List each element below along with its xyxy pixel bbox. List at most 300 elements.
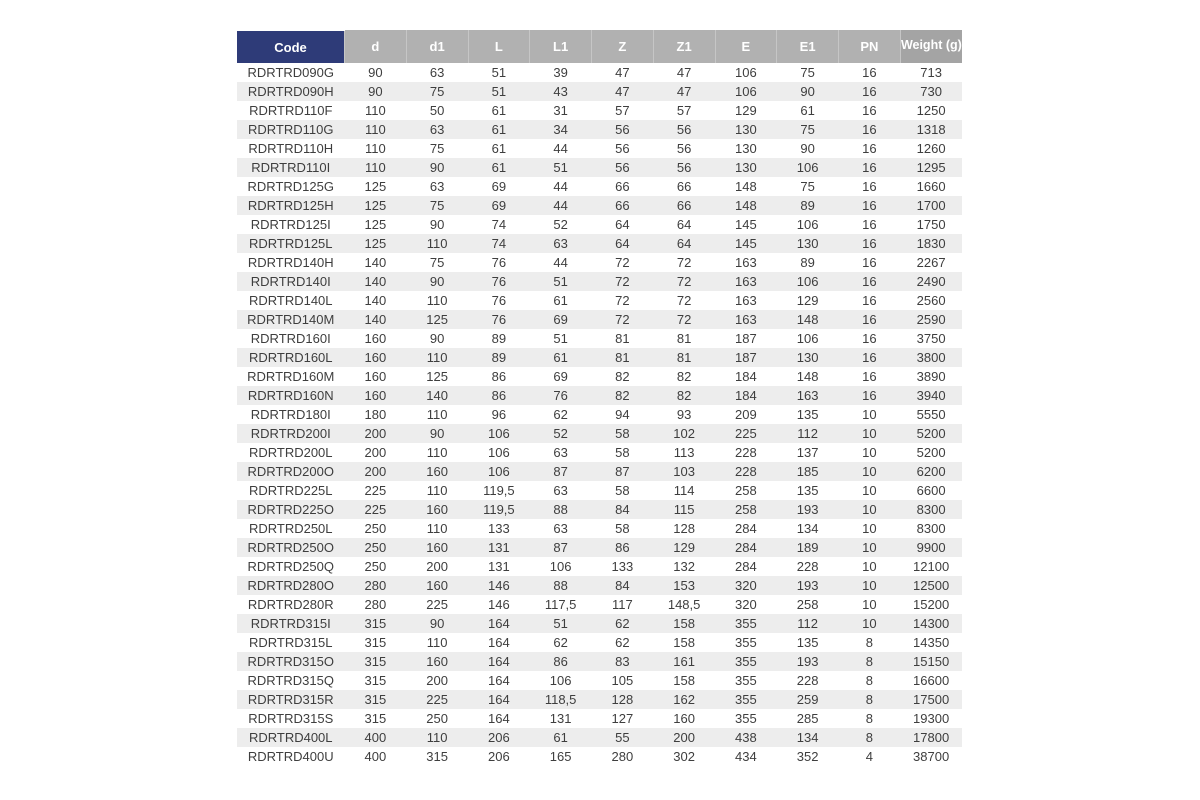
cell-l1: 44 xyxy=(530,196,592,215)
cell-e1: 90 xyxy=(777,139,839,158)
column-header-e: E xyxy=(715,30,777,64)
table-row xyxy=(237,500,962,519)
cell-l1: 87 xyxy=(530,538,592,557)
cell-z: 82 xyxy=(592,386,654,405)
cell-weight-g: 8300 xyxy=(900,519,962,538)
cell-d1: 90 xyxy=(406,329,468,348)
cell-z1: 113 xyxy=(653,443,715,462)
cell-l1: 63 xyxy=(530,234,592,253)
cell-z: 280 xyxy=(592,747,654,766)
cell-code: RDRTRD250L xyxy=(237,519,345,538)
cell-code: RDRTRD090H xyxy=(237,82,345,101)
column-header-weight-g: Weight (g) xyxy=(900,30,962,64)
cell-z1: 129 xyxy=(653,538,715,557)
cell-d: 225 xyxy=(345,481,407,500)
cell-d: 90 xyxy=(345,63,407,82)
table-row xyxy=(237,120,962,139)
cell-weight-g: 3890 xyxy=(900,367,962,386)
cell-d1: 110 xyxy=(406,348,468,367)
column-header-code: Code xyxy=(237,30,345,64)
cell-e: 184 xyxy=(715,386,777,405)
cell-pn: 16 xyxy=(839,120,901,139)
table-row xyxy=(237,101,962,120)
cell-pn: 10 xyxy=(839,405,901,424)
cell-weight-g: 16600 xyxy=(900,671,962,690)
cell-e: 187 xyxy=(715,348,777,367)
cell-weight-g: 38700 xyxy=(900,747,962,766)
cell-code: RDRTRD110I xyxy=(237,158,345,177)
cell-e1: 106 xyxy=(777,215,839,234)
cell-e1: 130 xyxy=(777,234,839,253)
cell-e: 130 xyxy=(715,120,777,139)
cell-weight-g: 1295 xyxy=(900,158,962,177)
cell-z1: 81 xyxy=(653,329,715,348)
cell-l1: 88 xyxy=(530,576,592,595)
cell-pn: 10 xyxy=(839,462,901,481)
cell-z: 72 xyxy=(592,291,654,310)
cell-d: 140 xyxy=(345,272,407,291)
cell-e: 129 xyxy=(715,101,777,120)
cell-code: RDRTRD160L xyxy=(237,348,345,367)
cell-e1: 228 xyxy=(777,671,839,690)
cell-e1: 112 xyxy=(777,614,839,633)
table-row xyxy=(237,519,962,538)
cell-e: 228 xyxy=(715,462,777,481)
cell-e: 106 xyxy=(715,82,777,101)
cell-pn: 16 xyxy=(839,63,901,82)
cell-l1: 44 xyxy=(530,253,592,272)
cell-e: 284 xyxy=(715,538,777,557)
cell-l: 86 xyxy=(468,386,530,405)
cell-z1: 153 xyxy=(653,576,715,595)
cell-e1: 106 xyxy=(777,272,839,291)
cell-z1: 66 xyxy=(653,177,715,196)
cell-l: 76 xyxy=(468,272,530,291)
table-row xyxy=(237,481,962,500)
cell-l1: 52 xyxy=(530,424,592,443)
table-row xyxy=(237,215,962,234)
cell-l1: 61 xyxy=(530,348,592,367)
cell-z1: 64 xyxy=(653,215,715,234)
cell-z1: 64 xyxy=(653,234,715,253)
cell-code: RDRTRD315I xyxy=(237,614,345,633)
cell-pn: 10 xyxy=(839,538,901,557)
cell-pn: 8 xyxy=(839,633,901,652)
cell-d: 250 xyxy=(345,538,407,557)
cell-weight-g: 12500 xyxy=(900,576,962,595)
cell-e1: 193 xyxy=(777,500,839,519)
cell-z1: 200 xyxy=(653,728,715,747)
cell-l: 119,5 xyxy=(468,500,530,519)
cell-e: 163 xyxy=(715,272,777,291)
table-row xyxy=(237,595,962,614)
cell-e1: 130 xyxy=(777,348,839,367)
cell-d: 200 xyxy=(345,424,407,443)
cell-l: 96 xyxy=(468,405,530,424)
cell-weight-g: 1830 xyxy=(900,234,962,253)
cell-l: 51 xyxy=(468,63,530,82)
cell-l1: 69 xyxy=(530,310,592,329)
cell-e1: 148 xyxy=(777,367,839,386)
cell-d: 250 xyxy=(345,557,407,576)
table-row xyxy=(237,576,962,595)
cell-e: 163 xyxy=(715,310,777,329)
cell-e1: 185 xyxy=(777,462,839,481)
column-header-e1: E1 xyxy=(777,30,839,64)
cell-l1: 131 xyxy=(530,709,592,728)
cell-pn: 8 xyxy=(839,728,901,747)
cell-e: 284 xyxy=(715,557,777,576)
cell-d1: 110 xyxy=(406,291,468,310)
cell-e1: 228 xyxy=(777,557,839,576)
cell-d1: 90 xyxy=(406,215,468,234)
cell-e1: 193 xyxy=(777,576,839,595)
cell-l: 206 xyxy=(468,747,530,766)
cell-d1: 75 xyxy=(406,139,468,158)
table-row xyxy=(237,709,962,728)
cell-weight-g: 2590 xyxy=(900,310,962,329)
cell-z1: 102 xyxy=(653,424,715,443)
cell-code: RDRTRD200I xyxy=(237,424,345,443)
dimensions-table-container xyxy=(237,28,962,766)
cell-pn: 16 xyxy=(839,101,901,120)
cell-l1: 61 xyxy=(530,291,592,310)
cell-l: 74 xyxy=(468,234,530,253)
table-row xyxy=(237,671,962,690)
cell-z1: 158 xyxy=(653,671,715,690)
cell-e1: 89 xyxy=(777,253,839,272)
cell-d: 280 xyxy=(345,595,407,614)
cell-code: RDRTRD200L xyxy=(237,443,345,462)
cell-l1: 117,5 xyxy=(530,595,592,614)
cell-z: 55 xyxy=(592,728,654,747)
cell-weight-g: 1700 xyxy=(900,196,962,215)
cell-l: 76 xyxy=(468,291,530,310)
cell-weight-g: 9900 xyxy=(900,538,962,557)
cell-code: RDRTRD400L xyxy=(237,728,345,747)
cell-z: 58 xyxy=(592,424,654,443)
cell-d: 140 xyxy=(345,291,407,310)
cell-weight-g: 2560 xyxy=(900,291,962,310)
cell-e: 187 xyxy=(715,329,777,348)
cell-l1: 51 xyxy=(530,272,592,291)
cell-z: 58 xyxy=(592,481,654,500)
cell-pn: 16 xyxy=(839,234,901,253)
table-row xyxy=(237,747,962,766)
cell-code: RDRTRD225O xyxy=(237,500,345,519)
cell-d: 160 xyxy=(345,348,407,367)
cell-d1: 90 xyxy=(406,424,468,443)
cell-z1: 103 xyxy=(653,462,715,481)
cell-e1: 106 xyxy=(777,158,839,177)
table-row xyxy=(237,386,962,405)
cell-d: 400 xyxy=(345,728,407,747)
cell-e: 184 xyxy=(715,367,777,386)
cell-l: 86 xyxy=(468,367,530,386)
cell-d: 400 xyxy=(345,747,407,766)
cell-e: 145 xyxy=(715,234,777,253)
cell-z: 84 xyxy=(592,500,654,519)
table-row xyxy=(237,234,962,253)
cell-e: 106 xyxy=(715,63,777,82)
cell-e: 258 xyxy=(715,500,777,519)
cell-d: 180 xyxy=(345,405,407,424)
cell-weight-g: 14350 xyxy=(900,633,962,652)
table-row xyxy=(237,272,962,291)
cell-e1: 75 xyxy=(777,63,839,82)
cell-d1: 110 xyxy=(406,633,468,652)
cell-d: 110 xyxy=(345,101,407,120)
cell-d1: 63 xyxy=(406,63,468,82)
cell-weight-g: 5200 xyxy=(900,424,962,443)
cell-d1: 160 xyxy=(406,652,468,671)
table-row xyxy=(237,158,962,177)
cell-e: 355 xyxy=(715,614,777,633)
cell-code: RDRTRD280R xyxy=(237,595,345,614)
cell-z1: 72 xyxy=(653,310,715,329)
cell-l1: 52 xyxy=(530,215,592,234)
cell-d: 315 xyxy=(345,614,407,633)
cell-d: 200 xyxy=(345,443,407,462)
cell-d1: 110 xyxy=(406,405,468,424)
cell-pn: 16 xyxy=(839,215,901,234)
cell-z1: 47 xyxy=(653,82,715,101)
cell-code: RDRTRD140I xyxy=(237,272,345,291)
cell-d: 160 xyxy=(345,367,407,386)
table-row xyxy=(237,177,962,196)
cell-z: 72 xyxy=(592,310,654,329)
cell-e: 163 xyxy=(715,291,777,310)
column-header-z1: Z1 xyxy=(653,30,715,64)
cell-z1: 115 xyxy=(653,500,715,519)
cell-l: 131 xyxy=(468,538,530,557)
cell-e: 355 xyxy=(715,671,777,690)
cell-pn: 16 xyxy=(839,386,901,405)
cell-d: 315 xyxy=(345,709,407,728)
cell-l1: 106 xyxy=(530,557,592,576)
cell-d1: 225 xyxy=(406,690,468,709)
cell-pn: 16 xyxy=(839,291,901,310)
cell-z: 83 xyxy=(592,652,654,671)
table-row xyxy=(237,462,962,481)
cell-weight-g: 3940 xyxy=(900,386,962,405)
cell-e1: 75 xyxy=(777,120,839,139)
cell-weight-g: 6200 xyxy=(900,462,962,481)
cell-l1: 62 xyxy=(530,405,592,424)
cell-l1: 63 xyxy=(530,443,592,462)
cell-l1: 88 xyxy=(530,500,592,519)
cell-l: 89 xyxy=(468,329,530,348)
cell-e1: 75 xyxy=(777,177,839,196)
cell-z: 94 xyxy=(592,405,654,424)
cell-l1: 69 xyxy=(530,367,592,386)
table-row xyxy=(237,614,962,633)
table-row xyxy=(237,291,962,310)
cell-l: 69 xyxy=(468,177,530,196)
cell-pn: 10 xyxy=(839,424,901,443)
cell-l: 106 xyxy=(468,462,530,481)
cell-l: 51 xyxy=(468,82,530,101)
cell-e1: 135 xyxy=(777,405,839,424)
cell-e1: 106 xyxy=(777,329,839,348)
cell-e: 320 xyxy=(715,595,777,614)
cell-l1: 51 xyxy=(530,329,592,348)
table-row xyxy=(237,424,962,443)
cell-d1: 315 xyxy=(406,747,468,766)
cell-e1: 148 xyxy=(777,310,839,329)
cell-z: 47 xyxy=(592,63,654,82)
cell-pn: 10 xyxy=(839,519,901,538)
column-header-pn: PN xyxy=(839,30,901,64)
cell-weight-g: 3750 xyxy=(900,329,962,348)
cell-e: 130 xyxy=(715,158,777,177)
cell-weight-g: 5200 xyxy=(900,443,962,462)
cell-d: 140 xyxy=(345,253,407,272)
cell-e: 145 xyxy=(715,215,777,234)
cell-d1: 90 xyxy=(406,272,468,291)
cell-e1: 137 xyxy=(777,443,839,462)
cell-l: 74 xyxy=(468,215,530,234)
cell-l: 131 xyxy=(468,557,530,576)
cell-weight-g: 730 xyxy=(900,82,962,101)
cell-z1: 82 xyxy=(653,386,715,405)
cell-e1: 90 xyxy=(777,82,839,101)
cell-pn: 16 xyxy=(839,177,901,196)
cell-d: 315 xyxy=(345,671,407,690)
cell-code: RDRTRD250Q xyxy=(237,557,345,576)
cell-d1: 50 xyxy=(406,101,468,120)
cell-e: 130 xyxy=(715,139,777,158)
cell-code: RDRTRD140L xyxy=(237,291,345,310)
cell-l: 61 xyxy=(468,139,530,158)
cell-e1: 163 xyxy=(777,386,839,405)
cell-code: RDRTRD125I xyxy=(237,215,345,234)
cell-pn: 16 xyxy=(839,82,901,101)
cell-e1: 258 xyxy=(777,595,839,614)
cell-d1: 250 xyxy=(406,709,468,728)
cell-e1: 61 xyxy=(777,101,839,120)
cell-e: 355 xyxy=(715,690,777,709)
table-row xyxy=(237,329,962,348)
cell-d: 125 xyxy=(345,196,407,215)
cell-d1: 110 xyxy=(406,519,468,538)
table-row xyxy=(237,728,962,747)
table-row xyxy=(237,633,962,652)
cell-z1: 158 xyxy=(653,633,715,652)
cell-weight-g: 1260 xyxy=(900,139,962,158)
cell-d: 110 xyxy=(345,139,407,158)
cell-z: 82 xyxy=(592,367,654,386)
cell-e1: 193 xyxy=(777,652,839,671)
cell-l1: 34 xyxy=(530,120,592,139)
cell-code: RDRTRD200O xyxy=(237,462,345,481)
cell-d1: 110 xyxy=(406,481,468,500)
cell-z: 81 xyxy=(592,329,654,348)
cell-code: RDRTRD180I xyxy=(237,405,345,424)
cell-weight-g: 713 xyxy=(900,63,962,82)
cell-z: 64 xyxy=(592,215,654,234)
table-row xyxy=(237,82,962,101)
cell-z1: 72 xyxy=(653,253,715,272)
cell-z1: 72 xyxy=(653,291,715,310)
cell-d: 90 xyxy=(345,82,407,101)
cell-z: 58 xyxy=(592,443,654,462)
cell-z: 58 xyxy=(592,519,654,538)
cell-l: 76 xyxy=(468,253,530,272)
cell-l: 164 xyxy=(468,614,530,633)
cell-l1: 63 xyxy=(530,519,592,538)
cell-code: RDRTRD110H xyxy=(237,139,345,158)
cell-code: RDRTRD125G xyxy=(237,177,345,196)
cell-code: RDRTRD140H xyxy=(237,253,345,272)
cell-e1: 189 xyxy=(777,538,839,557)
cell-d: 280 xyxy=(345,576,407,595)
cell-code: RDRTRD160M xyxy=(237,367,345,386)
table-row xyxy=(237,63,962,82)
cell-z1: 93 xyxy=(653,405,715,424)
cell-pn: 10 xyxy=(839,481,901,500)
cell-e: 284 xyxy=(715,519,777,538)
cell-l1: 165 xyxy=(530,747,592,766)
cell-z: 81 xyxy=(592,348,654,367)
cell-d1: 75 xyxy=(406,253,468,272)
cell-code: RDRTRD160N xyxy=(237,386,345,405)
cell-e: 438 xyxy=(715,728,777,747)
cell-l: 146 xyxy=(468,576,530,595)
cell-d1: 160 xyxy=(406,462,468,481)
cell-d: 125 xyxy=(345,215,407,234)
column-header-l: L xyxy=(468,30,530,64)
cell-weight-g: 1750 xyxy=(900,215,962,234)
cell-code: RDRTRD280O xyxy=(237,576,345,595)
cell-d: 225 xyxy=(345,500,407,519)
cell-z: 64 xyxy=(592,234,654,253)
cell-z: 128 xyxy=(592,690,654,709)
cell-l1: 87 xyxy=(530,462,592,481)
cell-d1: 160 xyxy=(406,576,468,595)
cell-l: 106 xyxy=(468,424,530,443)
cell-l: 61 xyxy=(468,101,530,120)
table-row xyxy=(237,405,962,424)
cell-weight-g: 5550 xyxy=(900,405,962,424)
column-header-d1: d1 xyxy=(406,30,468,64)
cell-weight-g: 15150 xyxy=(900,652,962,671)
cell-pn: 8 xyxy=(839,690,901,709)
cell-l: 89 xyxy=(468,348,530,367)
cell-d: 110 xyxy=(345,120,407,139)
cell-d1: 90 xyxy=(406,158,468,177)
cell-pn: 16 xyxy=(839,196,901,215)
cell-l1: 106 xyxy=(530,671,592,690)
cell-z: 66 xyxy=(592,177,654,196)
cell-d: 315 xyxy=(345,652,407,671)
cell-l1: 76 xyxy=(530,386,592,405)
cell-pn: 4 xyxy=(839,747,901,766)
cell-z1: 57 xyxy=(653,101,715,120)
cell-code: RDRTRD315S xyxy=(237,709,345,728)
cell-weight-g: 17500 xyxy=(900,690,962,709)
cell-d: 315 xyxy=(345,633,407,652)
cell-z: 56 xyxy=(592,139,654,158)
table-row xyxy=(237,557,962,576)
cell-e: 355 xyxy=(715,709,777,728)
cell-e1: 134 xyxy=(777,728,839,747)
cell-z: 56 xyxy=(592,158,654,177)
cell-d1: 110 xyxy=(406,234,468,253)
table-header xyxy=(237,30,962,64)
cell-e: 355 xyxy=(715,633,777,652)
cell-e: 258 xyxy=(715,481,777,500)
